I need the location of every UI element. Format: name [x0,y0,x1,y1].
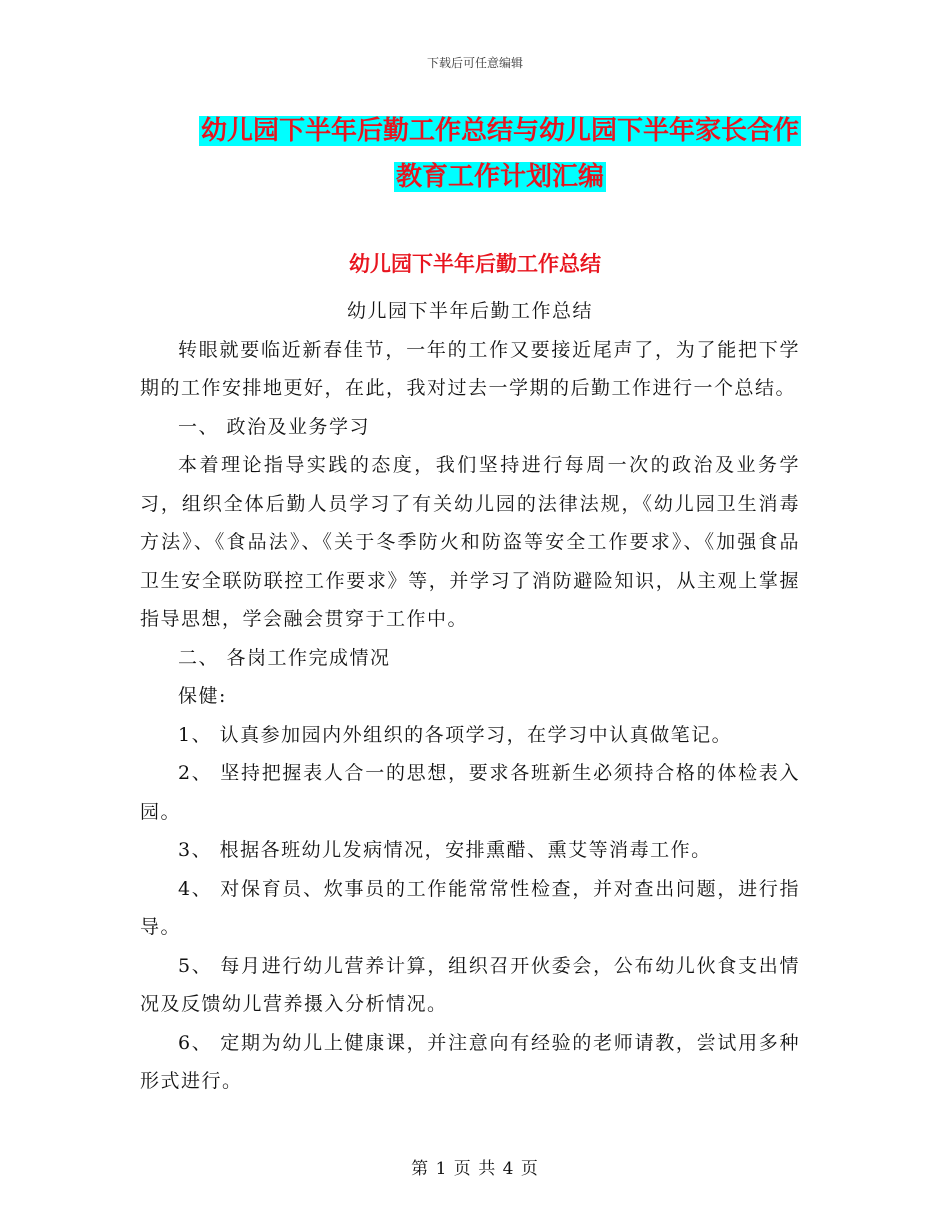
section-title: 幼儿园下半年后勤工作总结 [349,252,601,276]
body-text [140,292,800,1101]
list-item-6: 6、 定期为幼儿上健康课，并注意向有经验的老师请教，尝试用多种形式进行。 [140,1031,800,1092]
heading-politics-study: 一、 政治及业务学习 [178,415,371,438]
paragraph-intro: 转眼就要临近新春佳节，一年的工作又要接近尾声了，为了能把下学期的工作安排地更好，在此，我对过去一学期的后勤工作进行一个总结。 [140,338,800,399]
title-line-1: 幼儿园下半年后勤工作总结与幼儿园下半年家长合作 [200,116,799,146]
paragraph-study: 本着理论指导实践的态度，我们坚持进行每周一次的政治及业务学习，组织全体后勤人员学习了有关幼儿园的法律法规，《幼儿园卫生消毒方法》、《食品法》、《关于冬季防火和防盗等安全工作要求》、《加强食品卫生安全联防联控工作要求》等，并学习了消防避险知识，从主观上掌握指导思想，学会融会贯穿于工作中。 [140,454,800,630]
page-footer: 第 1 页 共 4 页 [411,1159,539,1179]
header-note: 下载后可任意编辑 [426,56,523,70]
list-item-4: 4、 对保育员、炊事员的工作能常常性检查，并对查出问题，进行指导。 [140,877,800,938]
subtitle: 幼儿园下半年后勤工作总结 [346,300,593,322]
document-title [140,108,860,200]
list-item-5: 5、 每月进行幼儿营养计算，组织召开伙委会，公布幼儿伙食支出情况及反馈幼儿营养摄入分析情况。 [140,954,800,1015]
list-item-2: 2、 坚持把握表人合一的思想，要求各班新生必须持合格的体检表入园。 [140,762,800,823]
heading-post-work: 二、 各岗工作完成情况 [178,646,391,669]
list-item-3: 3、 根据各班幼儿发病情况，安排熏醋、熏艾等消毒工作。 [178,839,712,861]
title-line-2: 教育工作计划汇编 [395,162,604,192]
list-item-1: 1、 认真参加园内外组织的各项学习，在学习中认真做笔记。 [178,723,733,746]
label-health: 保健: [178,685,227,707]
